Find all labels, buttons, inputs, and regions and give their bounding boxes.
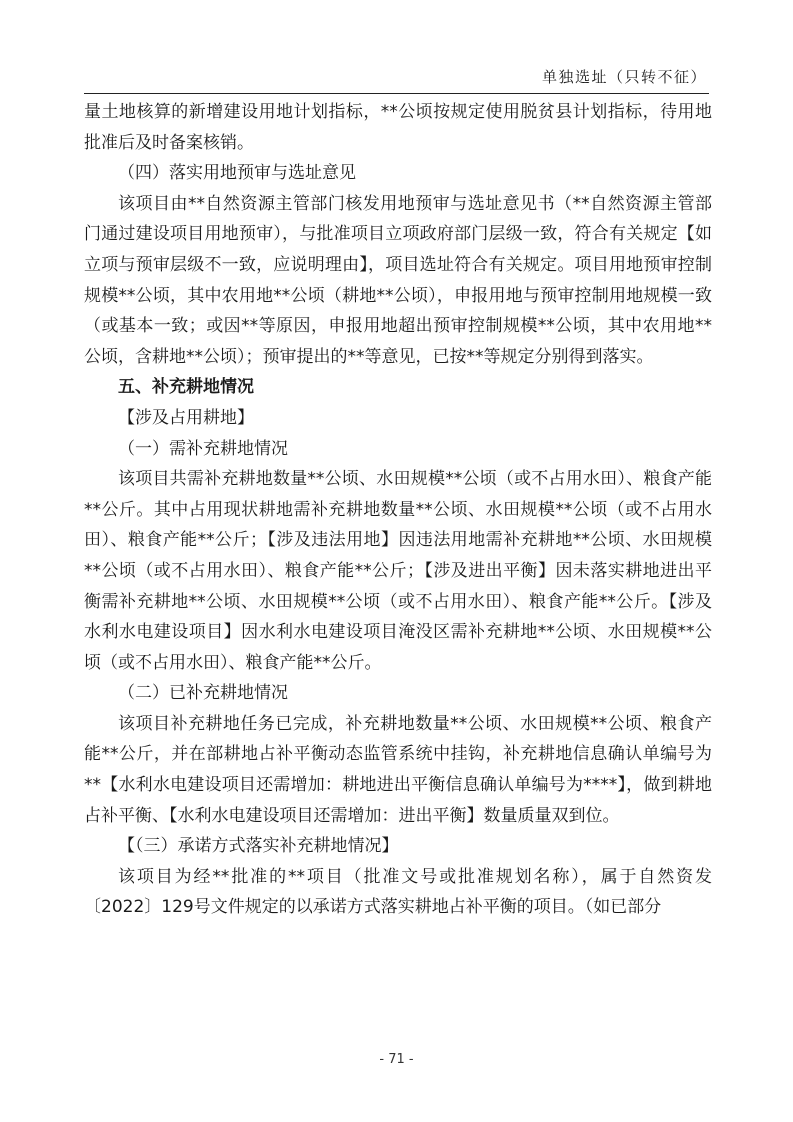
page-header	[84, 63, 709, 94]
section-heading: （一）需补充耕地情况	[118, 438, 288, 459]
page-number: - 71 -	[379, 1052, 414, 1067]
header-title: 单独选址（只转不征）	[541, 68, 707, 86]
chapter-heading: 五、补充耕地情况	[118, 377, 254, 398]
section-heading: （二）已补充耕地情况	[118, 683, 288, 704]
paragraph: 该项目共需补充耕地数量**公顷、水田规模**公顷（或不占用水田）、粮食产能**公斤。其中占用现状耕地需补充耕地数量**公顷、水田规模**公顷（或不占用水田）、粮食产能**公斤；【涉及违法用地】因违法用地需补充耕地**公顷、水田规模**公顷（或不占用水田）、粮食产能**公斤；【涉及进出平衡】因未落实耕地进出平衡需补充耕地**公顷、水田规模**公顷（或不占用水田）、粮食产能**公斤。【涉及水利水电建设项目】因水利水电建设项目淹没区需补充耕地**公顷、水田规模**公顷（或不占用水田）、粮食产能**公斤。	[84, 469, 712, 673]
paragraph: 该项目补充耕地任务已完成，补充耕地数量**公顷、水田规模**公顷、粮食产能**公斤，并在部耕地占补平衡动态监管系统中挂钩，补充耕地信息确认单编号为**【水利水电建设项目还需增加：耕地进出平衡信息确认单编号为****】，做到耕地占补平衡、【水利水电建设项目还需增加：进出平衡】数量质量双到位。	[84, 713, 712, 826]
section-heading: 【涉及占用耕地】	[118, 407, 254, 428]
paragraph: 量土地核算的新增建设用地计划指标，**公顷按规定使用脱贫县计划指标，待用地批准后及时备案核销。	[84, 102, 712, 153]
section-heading: 【（三）承诺方式落实补充耕地情况】	[118, 836, 399, 857]
paragraph: 该项目为经**批准的**项目（批准文号或批准规划名称），属于自然资发〔2022〕129号文件规定的以承诺方式落实耕地占补平衡的项目。（如已部分	[84, 866, 712, 918]
section-heading: （四）落实用地预审与选址意见	[118, 163, 356, 184]
paragraph: 该项目由**自然资源主管部门核发用地预审与选址意见书（**自然资源主管部门通过建设项目用地预审），与批准项目立项政府部门层级一致，符合有关规定【如立项与预审层级不一致，应说明理由】，项目选址符合有关规定。项目用地预审控制规模**公顷，其中农用地**公顷（耕地**公顷），申报用地与预审控制用地规模一致（或基本一致；或因**等原因，申报用地超出预审控制规模**公顷，其中农用地**公顷，含耕地**公顷）；预审提出的**等意见，已按**等规定分别得到落实。	[84, 193, 712, 367]
document-body	[84, 97, 712, 923]
